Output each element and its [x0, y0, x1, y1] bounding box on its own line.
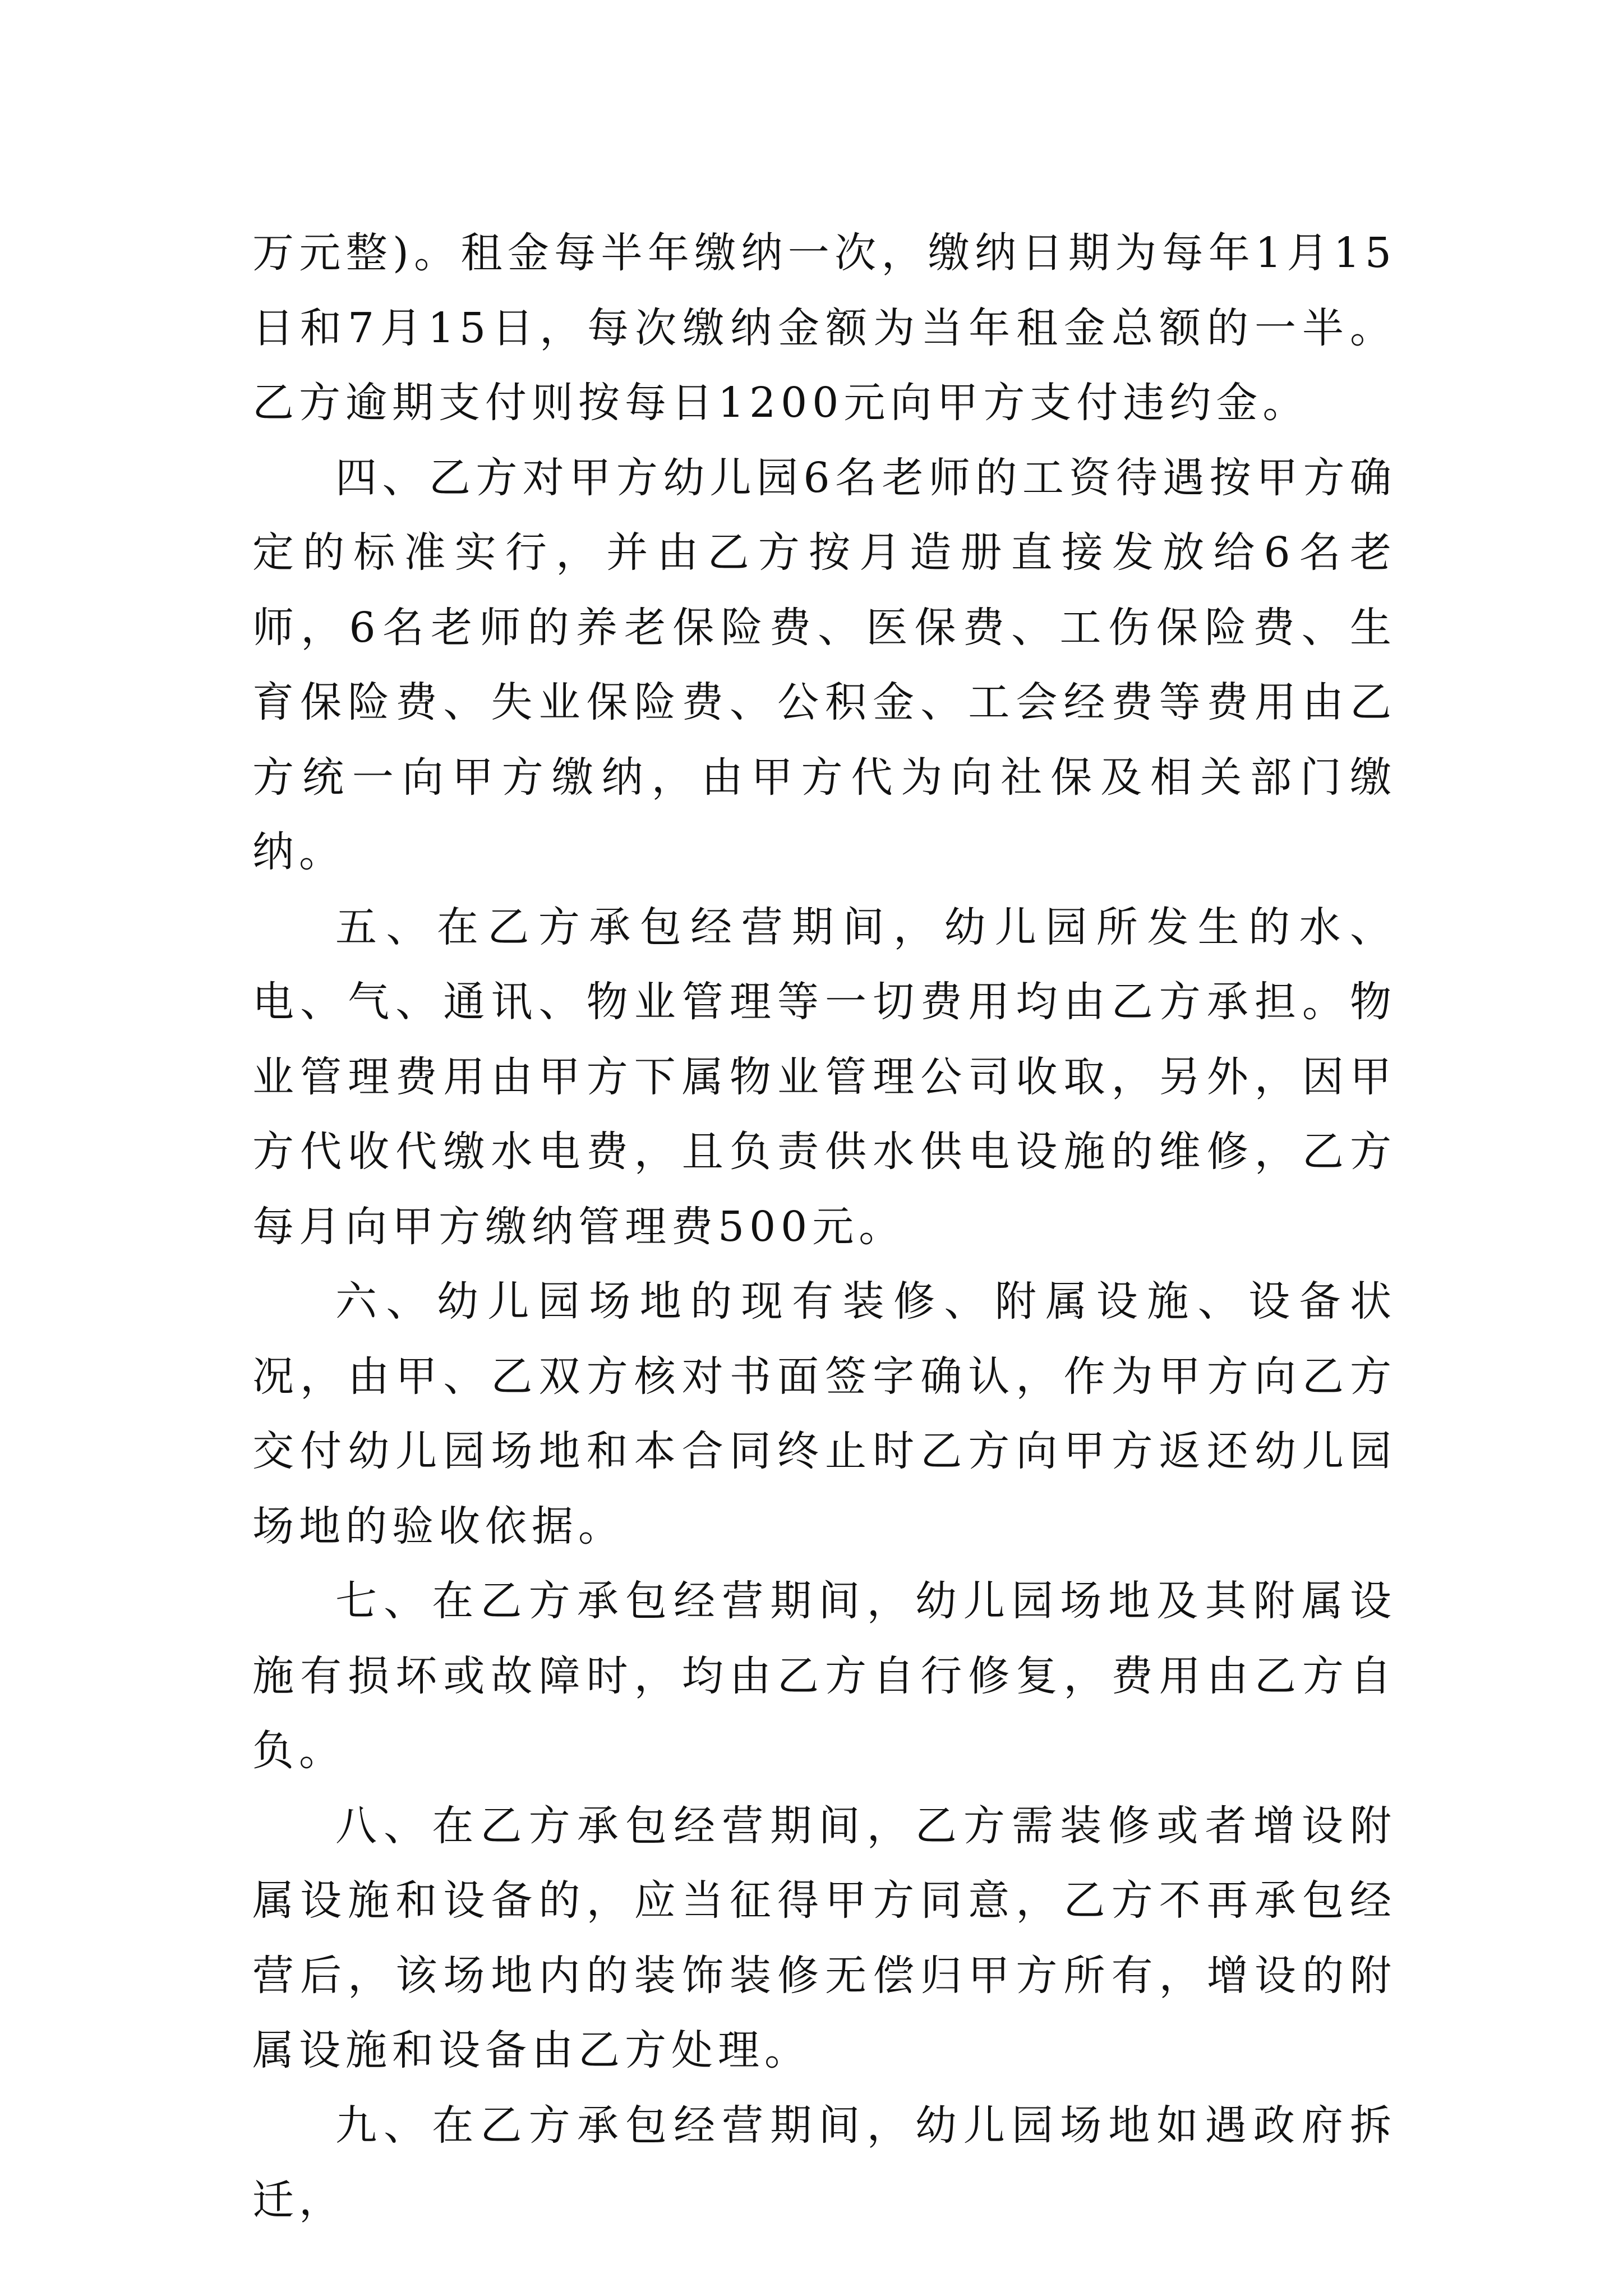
paragraph-rent-payment: 万元整)。租金每半年缴纳一次，缴纳日期为每年1月15日和7月15日，每次缴纳金额为当年租金总额的一半。乙方逾期支付则按每日1200元向甲方支付违约金。: [252, 229, 1396, 427]
paragraph-site-inspection: 六、幼儿园场地的现有装修、附属设施、设备状况，由甲、乙双方核对书面签字确认，作为甲方向乙方交付幼儿园场地和本合同终止时乙方向甲方返还幼儿园场地的验收依据。: [252, 1277, 1396, 1550]
contract-body: [252, 216, 1396, 2238]
paragraph-demolition: 九、在乙方承包经营期间，幼儿园场地如遇政府拆迁，: [252, 2101, 1396, 2224]
paragraph-repairs: 七、在乙方承包经营期间，幼儿园场地及其附属设施有损坏或故障时，均由乙方自行修复，费用由乙方自负。: [252, 1577, 1396, 1775]
paragraph-operating-costs: 五、在乙方承包经营期间，幼儿园所发生的水、电、气、通讯、物业管理等一切费用均由乙方承担。物业管理费用由甲方下属物业管理公司收取，另外，因甲方代收代缴水电费，且负责供水供电设施的维修，乙方每月向甲方缴纳管理费500元。: [252, 903, 1396, 1251]
paragraph-teacher-salary: 四、乙方对甲方幼儿园6名老师的工资待遇按甲方确定的标准实行，并由乙方按月造册直接发放给6名老师，6名老师的养老保险费、医保费、工伤保险费、生育保险费、失业保险费、公积金、工会经费等费用由乙方统一向甲方缴纳，由甲方代为向社保及相关部门缴纳。: [252, 453, 1396, 876]
paragraph-renovation: 八、在乙方承包经营期间，乙方需装修或者增设附属设施和设备的，应当征得甲方同意，乙方不再承包经营后，该场地内的装饰装修无偿归甲方所有，增设的附属设施和设备由乙方处理。: [252, 1801, 1396, 2074]
